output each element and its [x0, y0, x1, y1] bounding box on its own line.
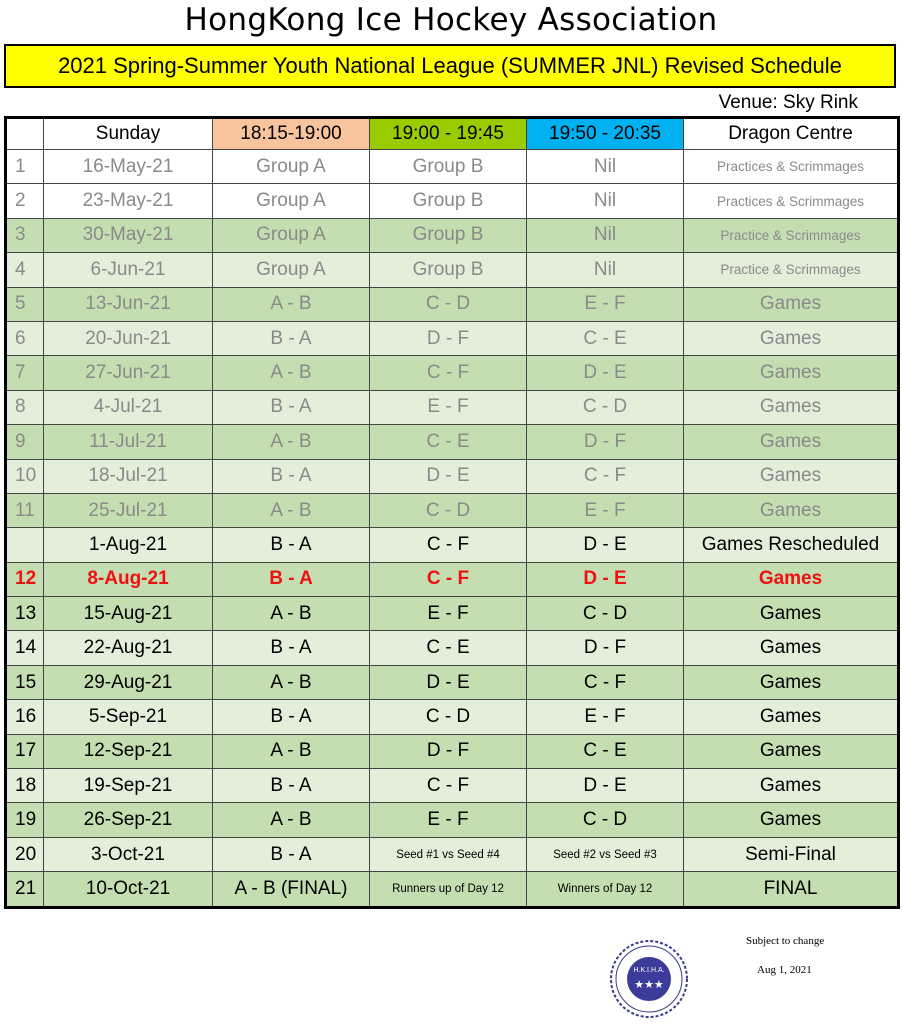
row-slot-3: D - F — [527, 631, 684, 665]
row-slot-3: C - D — [527, 390, 684, 424]
row-number: 4 — [6, 253, 44, 287]
row-slot-3: Nil — [527, 253, 684, 287]
row-number: 9 — [6, 425, 44, 459]
row-dragon-centre: Semi-Final — [684, 837, 899, 871]
row-slot-2: C - E — [370, 425, 527, 459]
row-slot-1: B - A — [213, 528, 370, 562]
row-slot-1: B - A — [213, 837, 370, 871]
row-date: 23-May-21 — [44, 184, 213, 218]
row-date: 29-Aug-21 — [44, 665, 213, 699]
row-dragon-centre: Games Rescheduled — [684, 528, 899, 562]
row-slot-3: E - F — [527, 287, 684, 321]
schedule-row — [6, 837, 899, 871]
row-slot-2: C - F — [370, 769, 527, 803]
row-dragon-centre: Games — [684, 700, 899, 734]
subject-to-change-note: Subject to change — [746, 935, 825, 947]
row-slot-3: Nil — [527, 218, 684, 252]
row-slot-2: C - F — [370, 528, 527, 562]
schedule-row — [6, 803, 899, 837]
row-slot-3: Nil — [527, 150, 684, 184]
row-number: 12 — [6, 562, 44, 596]
row-slot-2: C - F — [370, 562, 527, 596]
schedule-row — [6, 390, 899, 424]
row-slot-1: Group A — [213, 218, 370, 252]
schedule-row — [6, 459, 899, 493]
schedule-row — [6, 734, 899, 768]
row-slot-3: D - E — [527, 562, 684, 596]
row-slot-3: E - F — [527, 493, 684, 527]
header-slot-2: 19:00 - 19:45 — [370, 118, 527, 150]
row-slot-2: Runners up of Day 12 — [370, 872, 527, 907]
row-slot-1: A - B — [213, 425, 370, 459]
row-number: 19 — [6, 803, 44, 837]
row-dragon-centre: Practice & Scrimmages — [684, 253, 899, 287]
row-slot-2: C - E — [370, 631, 527, 665]
row-dragon-centre: FINAL — [684, 872, 899, 907]
schedule-row — [6, 872, 899, 907]
row-number: 8 — [6, 390, 44, 424]
schedule-row — [6, 528, 899, 562]
schedule-row — [6, 665, 899, 699]
row-slot-3: C - F — [527, 665, 684, 699]
row-slot-2: Group B — [370, 150, 527, 184]
row-date: 11-Jul-21 — [44, 425, 213, 459]
row-date: 5-Sep-21 — [44, 700, 213, 734]
svg-text:★★★: ★★★ — [634, 978, 664, 991]
row-date: 6-Jun-21 — [44, 253, 213, 287]
row-number: 16 — [6, 700, 44, 734]
schedule-row — [6, 150, 899, 184]
row-dragon-centre: Games — [684, 390, 899, 424]
row-number: 21 — [6, 872, 44, 907]
row-number: 14 — [6, 631, 44, 665]
row-dragon-centre: Games — [684, 425, 899, 459]
row-dragon-centre: Games — [684, 665, 899, 699]
row-slot-2: Seed #1 vs Seed #4 — [370, 837, 527, 871]
schedule-row — [6, 769, 899, 803]
header-slot-3: 19:50 - 20:35 — [527, 118, 684, 150]
row-number: 2 — [6, 184, 44, 218]
row-number: 15 — [6, 665, 44, 699]
schedule-row — [6, 356, 899, 390]
schedule-row — [6, 321, 899, 355]
page-title: HongKong Ice Hockey Association — [184, 2, 718, 38]
row-dragon-centre: Games — [684, 769, 899, 803]
row-slot-3: C - E — [527, 734, 684, 768]
row-dragon-centre: Games — [684, 493, 899, 527]
schedule-row — [6, 218, 899, 252]
row-slot-1: B - A — [213, 631, 370, 665]
row-slot-3: D - E — [527, 356, 684, 390]
schedule-table — [4, 116, 900, 909]
row-date: 30-May-21 — [44, 218, 213, 252]
row-date: 4-Jul-21 — [44, 390, 213, 424]
row-slot-3: C - F — [527, 459, 684, 493]
row-dragon-centre: Games — [684, 287, 899, 321]
row-slot-2: D - F — [370, 734, 527, 768]
row-slot-1: Group A — [213, 184, 370, 218]
row-slot-1: Group A — [213, 150, 370, 184]
row-slot-3: D - E — [527, 528, 684, 562]
row-date: 1-Aug-21 — [44, 528, 213, 562]
row-slot-1: B - A — [213, 390, 370, 424]
row-slot-3: C - D — [527, 597, 684, 631]
schedule-row — [6, 287, 899, 321]
row-number: 11 — [6, 493, 44, 527]
row-date: 8-Aug-21 — [44, 562, 213, 596]
row-slot-2: C - D — [370, 287, 527, 321]
schedule-row — [6, 253, 899, 287]
row-dragon-centre: Games — [684, 321, 899, 355]
row-number: 6 — [6, 321, 44, 355]
row-dragon-centre: Games — [684, 356, 899, 390]
header-slot-1: 18:15-19:00 — [213, 118, 370, 150]
header-dragon-centre: Dragon Centre — [684, 118, 899, 150]
association-seal-logo — [600, 938, 698, 1020]
row-slot-3: C - D — [527, 803, 684, 837]
row-dragon-centre: Practice & Scrimmages — [684, 218, 899, 252]
row-slot-2: D - E — [370, 665, 527, 699]
row-slot-1: A - B — [213, 734, 370, 768]
row-slot-1: A - B — [213, 803, 370, 837]
row-dragon-centre: Games — [684, 597, 899, 631]
row-date: 18-Jul-21 — [44, 459, 213, 493]
row-slot-3: Seed #2 vs Seed #3 — [527, 837, 684, 871]
row-slot-3: D - F — [527, 425, 684, 459]
row-slot-2: D - F — [370, 321, 527, 355]
row-slot-1: B - A — [213, 562, 370, 596]
row-slot-1: B - A — [213, 321, 370, 355]
schedule-subtitle-banner: 2021 Spring-Summer Youth National League (SUMMER JNL) Revised Schedule — [4, 44, 896, 88]
row-dragon-centre: Games — [684, 631, 899, 665]
row-date: 3-Oct-21 — [44, 837, 213, 871]
row-dragon-centre: Practices & Scrimmages — [684, 184, 899, 218]
row-slot-3: Nil — [527, 184, 684, 218]
row-date: 19-Sep-21 — [44, 769, 213, 803]
row-slot-3: Winners of Day 12 — [527, 872, 684, 907]
row-slot-1: A - B — [213, 665, 370, 699]
row-number: 13 — [6, 597, 44, 631]
row-dragon-centre: Games — [684, 803, 899, 837]
row-slot-1: A - B — [213, 287, 370, 321]
row-date: 13-Jun-21 — [44, 287, 213, 321]
row-dragon-centre: Games — [684, 562, 899, 596]
row-slot-2: E - F — [370, 597, 527, 631]
row-slot-1: B - A — [213, 700, 370, 734]
row-slot-2: C - D — [370, 700, 527, 734]
table-header-row — [6, 118, 899, 150]
schedule-row — [6, 425, 899, 459]
row-date: 20-Jun-21 — [44, 321, 213, 355]
row-slot-2: D - E — [370, 459, 527, 493]
row-slot-1: A - B (FINAL) — [213, 872, 370, 907]
row-date: 22-Aug-21 — [44, 631, 213, 665]
row-slot-3: D - E — [527, 769, 684, 803]
row-number: 10 — [6, 459, 44, 493]
row-date: 25-Jul-21 — [44, 493, 213, 527]
schedule-row — [6, 562, 899, 596]
row-number — [6, 528, 44, 562]
row-date: 27-Jun-21 — [44, 356, 213, 390]
row-number: 3 — [6, 218, 44, 252]
row-dragon-centre: Games — [684, 459, 899, 493]
row-number: 5 — [6, 287, 44, 321]
row-date: 10-Oct-21 — [44, 872, 213, 907]
row-slot-2: Group B — [370, 184, 527, 218]
venue-label: Venue: Sky Rink — [718, 92, 858, 113]
row-slot-1: B - A — [213, 459, 370, 493]
row-slot-2: Group B — [370, 218, 527, 252]
schedule-row — [6, 597, 899, 631]
header-sunday: Sunday — [44, 118, 213, 150]
row-slot-1: B - A — [213, 769, 370, 803]
row-dragon-centre: Practices & Scrimmages — [684, 150, 899, 184]
schedule-row — [6, 631, 899, 665]
row-slot-2: Group B — [370, 253, 527, 287]
row-number: 7 — [6, 356, 44, 390]
row-slot-1: Group A — [213, 253, 370, 287]
seal-text: H.K.I.H.A. — [633, 967, 665, 974]
row-slot-1: A - B — [213, 493, 370, 527]
footer-date: Aug 1, 2021 — [757, 964, 812, 976]
row-slot-1: A - B — [213, 356, 370, 390]
row-date: 16-May-21 — [44, 150, 213, 184]
schedule-row — [6, 700, 899, 734]
row-number: 1 — [6, 150, 44, 184]
row-slot-2: C - F — [370, 356, 527, 390]
schedule-row — [6, 184, 899, 218]
row-slot-3: C - E — [527, 321, 684, 355]
row-number: 18 — [6, 769, 44, 803]
row-dragon-centre: Games — [684, 734, 899, 768]
row-slot-2: E - F — [370, 803, 527, 837]
header-number — [6, 118, 44, 150]
row-slot-1: A - B — [213, 597, 370, 631]
row-date: 26-Sep-21 — [44, 803, 213, 837]
row-date: 12-Sep-21 — [44, 734, 213, 768]
row-date: 15-Aug-21 — [44, 597, 213, 631]
row-slot-2: C - D — [370, 493, 527, 527]
row-slot-2: E - F — [370, 390, 527, 424]
row-number: 20 — [6, 837, 44, 871]
row-slot-3: E - F — [527, 700, 684, 734]
row-number: 17 — [6, 734, 44, 768]
schedule-row — [6, 493, 899, 527]
